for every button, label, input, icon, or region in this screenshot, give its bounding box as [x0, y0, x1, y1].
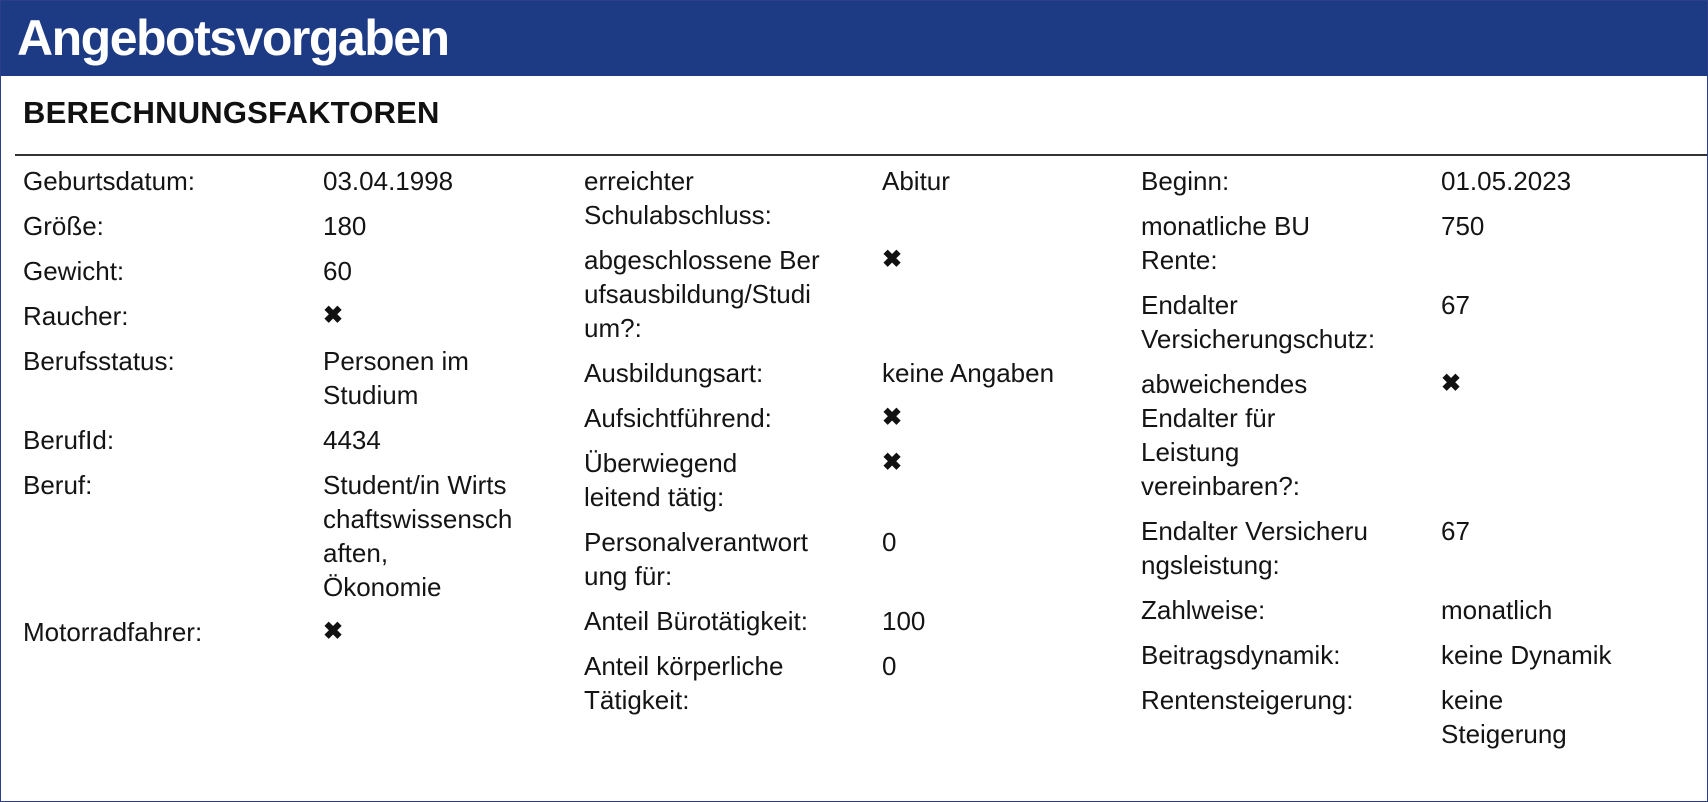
field-row-beitragsdynamik — [1141, 638, 1701, 672]
field-label: Anteil körperliche Tätigkeit: — [584, 651, 784, 715]
field-value: Abitur — [882, 166, 950, 196]
field-row-raucher — [23, 299, 563, 333]
field-row-beginn — [1141, 164, 1701, 198]
field-label: Geburtsdatum: — [23, 166, 195, 196]
field-label: Anteil Bürotätigkeit: — [584, 606, 809, 636]
section-divider — [15, 154, 1707, 156]
field-label: Raucher: — [23, 301, 129, 331]
field-row-leitend — [584, 446, 1112, 514]
cross-icon: ✖ — [882, 246, 903, 273]
field-row-schulabschluss — [584, 164, 1112, 232]
field-row-endalter-schutz — [1141, 288, 1701, 356]
field-label: Aufsichtführend: — [584, 403, 772, 433]
cross-icon: ✖ — [1441, 370, 1462, 397]
cross-icon: ✖ — [323, 302, 344, 329]
field-row-endalter-leistung — [1141, 514, 1701, 582]
field-label: Endalter Versicheru ngsleistung: — [1141, 516, 1368, 580]
field-label: Beruf: — [23, 470, 93, 500]
cross-icon: ✖ — [882, 449, 903, 476]
field-value: 01.05.2023 — [1441, 166, 1572, 196]
factors-column-2 — [584, 164, 1112, 728]
field-label: Motorradfahrer: — [23, 617, 203, 647]
field-row-gewicht — [23, 254, 563, 288]
field-row-personalverantwortung — [584, 525, 1112, 593]
field-value: 4434 — [323, 425, 381, 455]
field-row-ausbildungsart — [584, 356, 1112, 390]
field-value: 03.04.1998 — [323, 166, 454, 196]
field-row-berufsausbildung — [584, 243, 1112, 345]
field-label: Beginn: — [1141, 166, 1230, 196]
field-value: keine Steigerung — [1441, 685, 1567, 749]
field-row-berufid — [23, 423, 563, 457]
header-bar — [1, 1, 1707, 76]
field-value: 60 — [323, 256, 352, 286]
cross-icon: ✖ — [323, 618, 344, 645]
field-label: Zahlweise: — [1141, 595, 1266, 625]
field-row-koerperliche-taetigkeit — [584, 649, 1112, 717]
field-value: keine Angaben — [882, 358, 1055, 388]
field-label: Berufsstatus: — [23, 346, 175, 376]
field-row-abweichendes-endalter — [1141, 367, 1701, 503]
field-row-berufsstatus — [23, 344, 563, 412]
page-title: Angebotsvorgaben — [17, 10, 449, 66]
field-label: Beitragsdynamik: — [1141, 640, 1341, 670]
field-value: Student/in Wirts chaftswissensch aften, Ökonomie — [323, 470, 513, 602]
field-label: abweichendes Endalter für Leistung vereinbaren?: — [1141, 369, 1308, 501]
field-value: 67 — [1441, 290, 1470, 320]
field-value: 0 — [882, 527, 897, 557]
field-value: 67 — [1441, 516, 1470, 546]
field-label: Personalverantwort ung für: — [584, 527, 808, 591]
field-label: BerufId: — [23, 425, 115, 455]
field-label: Größe: — [23, 211, 104, 241]
field-row-geburtsdatum — [23, 164, 563, 198]
field-value: 180 — [323, 211, 367, 241]
field-value: 750 — [1441, 211, 1485, 241]
field-row-zahlweise — [1141, 593, 1701, 627]
field-value: monatlich — [1441, 595, 1553, 625]
field-value: 0 — [882, 651, 897, 681]
field-label: abgeschlossene Ber ufsausbildung/Studi um?: — [584, 245, 820, 343]
field-label: erreichter Schulabschluss: — [584, 166, 772, 230]
field-row-motorradfahrer — [23, 615, 563, 649]
cross-icon: ✖ — [882, 404, 903, 431]
field-label: Ausbildungsart: — [584, 358, 764, 388]
factors-column-1 — [23, 164, 563, 660]
field-row-aufsichtfuehrend — [584, 401, 1112, 435]
section-title: BERECHNUNGSFAKTOREN — [23, 95, 440, 130]
field-row-bu-rente — [1141, 209, 1701, 277]
field-row-rentensteigerung — [1141, 683, 1701, 751]
field-value: keine Dynamik — [1441, 640, 1612, 670]
field-row-buerotaetigkeit — [584, 604, 1112, 638]
field-label: Überwiegend leitend tätig: — [584, 448, 738, 512]
field-label: Gewicht: — [23, 256, 125, 286]
field-value: Personen im Studium — [323, 346, 469, 410]
factors-column-3 — [1141, 164, 1701, 762]
field-value: 100 — [882, 606, 926, 636]
field-label: monatliche BU Rente: — [1141, 211, 1311, 275]
field-row-beruf — [23, 468, 563, 604]
field-label: Rentensteigerung: — [1141, 685, 1354, 715]
field-row-groesse — [23, 209, 563, 243]
field-label: Endalter Versicherungschutz: — [1141, 290, 1376, 354]
